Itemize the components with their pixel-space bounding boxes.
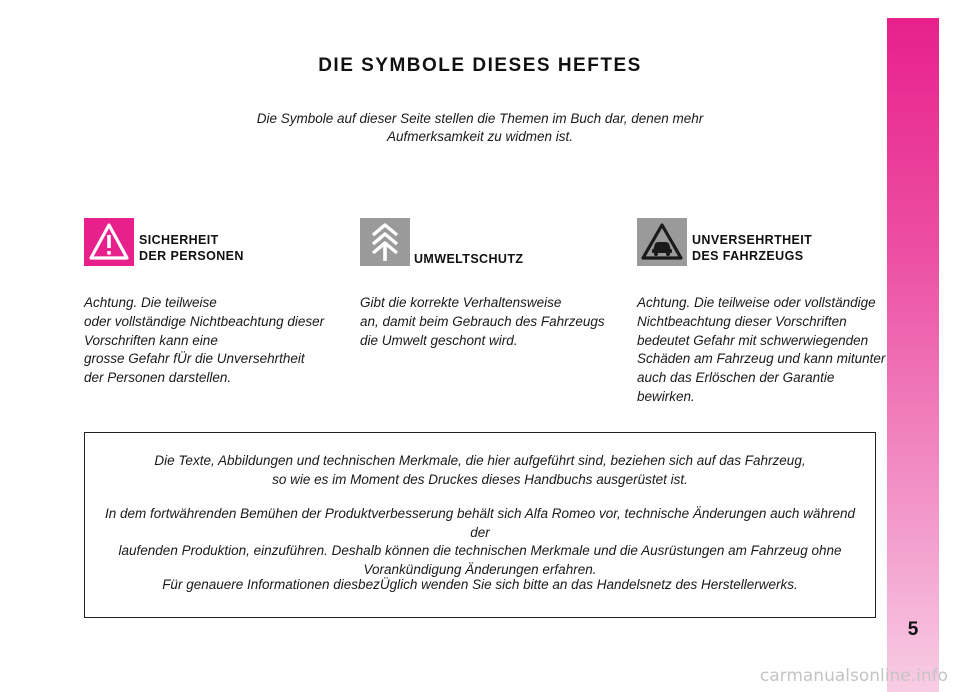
notice-line: laufenden Produktion, einzuführen. Deshalb können die technischen Merkmale und die Ausrüstungen am Fahrzeug ohne <box>118 543 842 558</box>
symbol-heading-vehicle <box>692 232 812 264</box>
description-line: bedeutet Gefahr mit schwerwiegenden <box>637 332 869 348</box>
description-line: Vorschriften kann eine <box>84 332 218 348</box>
watermark: carmanualsonline.info <box>759 666 948 686</box>
description-line: auch das Erlöschen der Garantie <box>637 370 835 386</box>
description-line: an, damit beim Gebrauch des Fahrzeugs <box>360 313 605 329</box>
page-number: 5 <box>907 619 919 640</box>
description-line: Schäden am Fahrzeug und kann mitunter <box>637 351 886 367</box>
notice-box <box>84 432 876 618</box>
intro-line: Die Symbole auf dieser Seite stellen die Themen im Buch dar, denen mehr <box>256 111 704 126</box>
symbol-heading-line: SICHERHEIT <box>139 233 219 247</box>
intro-text <box>230 110 730 146</box>
intro-line: Aufmerksamkeit zu widmen ist. <box>386 129 574 144</box>
notice-paragraph <box>95 505 865 579</box>
description-line: Gibt die korrekte Verhaltensweise <box>360 295 562 310</box>
symbol-heading-line: UNVERSEHRTHEIT <box>692 233 813 247</box>
notice-line: so wie es im Moment des Druckes dieses Handbuchs ausgerüstet ist. <box>272 471 688 487</box>
notice-line: Die Texte, Abbildungen und technischen Merkmale, die hier aufgeführt sind, beziehen sich auf das Fahrzeug, <box>154 453 806 468</box>
symbol-heading-environment <box>414 251 523 267</box>
car-warning-icon <box>637 218 687 266</box>
symbol-description-safety <box>84 294 324 388</box>
notice-paragraph <box>95 452 865 489</box>
description-line: Achtung. Die teilweise <box>84 295 217 310</box>
notice-paragraph <box>95 576 865 595</box>
description-line: grosse Gefahr fÜr die Unversehrtheit <box>84 351 305 367</box>
symbol-heading-line: UMWELTSCHUTZ <box>414 252 524 266</box>
symbol-description-vehicle <box>637 294 885 407</box>
side-color-strip <box>887 18 939 692</box>
symbol-heading-line: DES FAHRZEUGS <box>692 249 804 263</box>
notice-line: Für genauere Informationen diesbezÜglich wenden Sie sich bitte an das Handelsnetz des Herstellerwerks. <box>162 577 798 592</box>
symbol-heading-line: DER PERSONEN <box>139 249 244 263</box>
description-line: oder vollständige Nichtbeachtung dieser <box>84 313 325 329</box>
notice-line: Vorankündigung Änderungen erfahren. <box>363 561 597 577</box>
description-line: Achtung. Die teilweise oder vollständige <box>637 295 876 310</box>
description-line: Nichtbeachtung dieser Vorschriften <box>637 313 847 329</box>
page-title: DIE SYMBOLE DIESES HEFTES <box>318 55 642 76</box>
symbol-heading-safety <box>139 232 244 264</box>
description-line: der Personen darstellen. <box>84 370 232 386</box>
symbol-description-environment <box>360 294 605 350</box>
description-line: bewirken. <box>637 388 695 404</box>
notice-line: In dem fortwährenden Bemühen der Produktverbesserung behält sich Alfa Romeo vor, technische Änderungen auch während der <box>105 506 855 540</box>
description-line: die Umwelt geschont wird. <box>360 332 518 348</box>
tree-icon <box>360 218 410 266</box>
warning-triangle-icon <box>84 218 134 266</box>
